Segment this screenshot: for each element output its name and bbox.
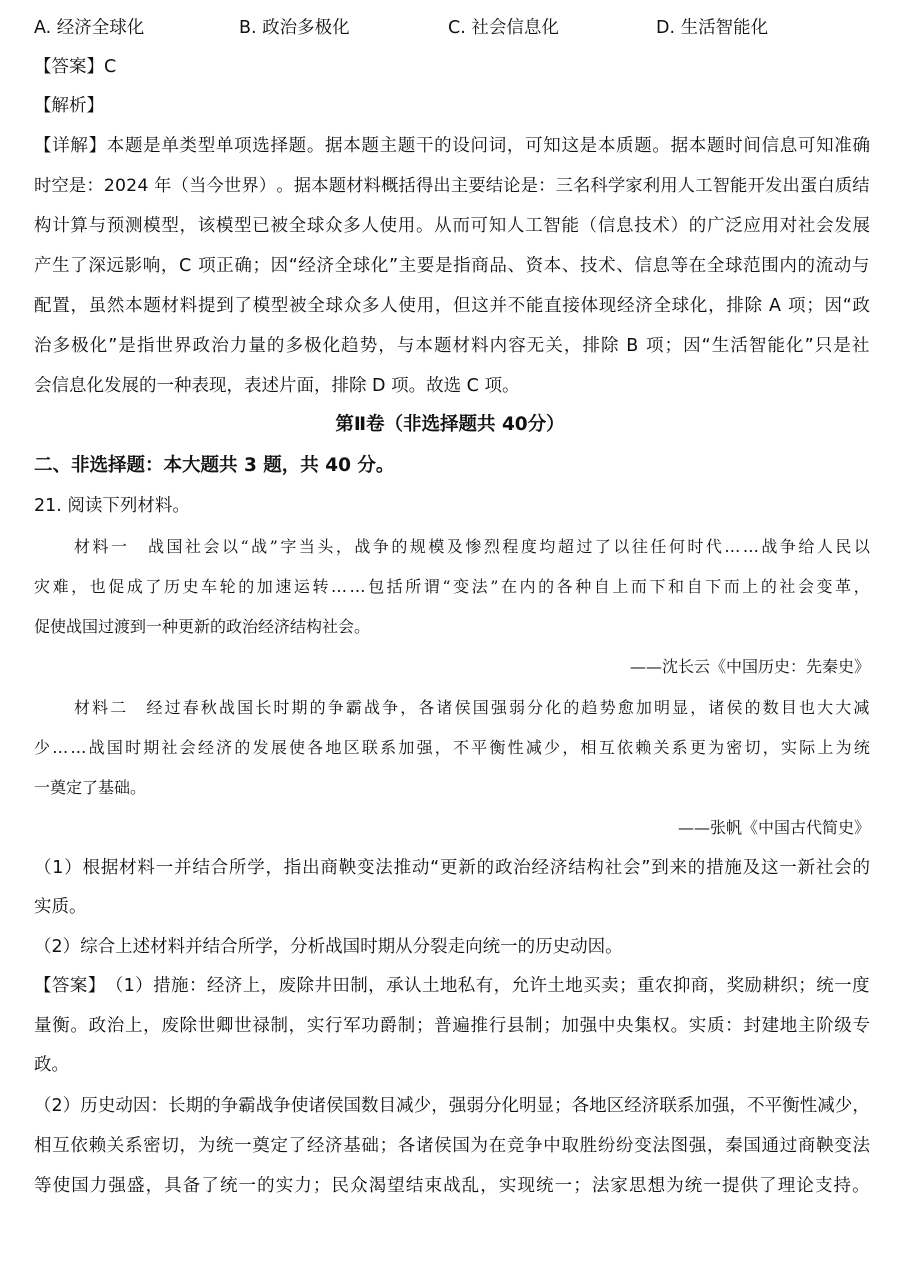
material-line: 灾 难 ， 也 促 成 了 历 史 车 轮 的 加 速 运 转 … … 包 括 所 谓 “ 变 法 ” 在 内 的 各 种 自 上 而 下 和 自 下 而 上 的 社 会 变 革 ， — [34, 577, 870, 596]
answer-line: （ 2 ） 历 史 动 因 ： 长 期 的 争 霸 战 争 使 诸 侯 国 数 目 减 少 ， 强 弱 分 化 明 显 ； 各 地 区 经 济 联 系 加 强 ， 不 平 衡 性 减 少 ， — [34, 1096, 870, 1116]
option-a: A. 经济全球化 — [34, 18, 145, 38]
question-line: 实质。 — [34, 897, 87, 917]
detail-line: 构 计 算 与 预 测 模 型 ， 该 模 型 已 被 全 球 众 多 人 使 用 。 从 而 可 知 人 工 智 能 （ 信 息 技 术 ） 的 广 泛 应 用 对 社 会 发 展 — [34, 216, 870, 236]
detail-line: 配 置 ， 虽 然 本 题 材 料 提 到 了 模 型 被 全 球 众 多 人 使 用 ， 但 这 并 不 能 直 接 体 现 经 济 全 球 化 ， 排 除 A 项 ； 因 “ 政 — [34, 296, 870, 316]
detail-line: 会信息化发展的一种表现，表述片面，排除 D 项。故选 C 项。 — [34, 376, 520, 396]
question-line: （ 1 ） 根 据 材 料 一 并 结 合 所 学 ， 指 出 商 鞅 变 法 推 动 “ 更 新 的 政 治 经 济 结 构 社 会 ” 到 来 的 措 施 及 这 一 新 社 会 的 — [34, 858, 870, 878]
analysis-title: 【解析】 — [34, 96, 104, 116]
detail-line: 产 生 了 深 远 影 响 ， C 项 正 确 ； 因 “ 经 济 全 球 化 ” 主 要 是 指 商 品 、 资 本 、 技 术 、 信 息 等 在 全 球 范 围 内 的 流 动 与 — [34, 256, 870, 276]
question-2: （2）综合上述材料并结合所学，分析战国时期从分裂走向统一的历史动因。 — [34, 937, 623, 957]
material-line: 材 料 一 战 国 社 会 以 “ 战 ” 字 当 头 ， 战 争 的 规 模 及 惨 烈 程 度 均 超 过 了 以 往 任 何 时 代 … … 战 争 给 人 民 以 — [74, 537, 870, 556]
material-source: ——沈长云《中国历史：先秦史》 — [629, 657, 870, 676]
answer-line: 【 答 案 】 （ 1 ） 措 施 ： 经 济 上 ， 废 除 井 田 制 ， 承 认 土 地 私 有 ， 允 许 土 地 买 卖 ； 重 农 抑 商 ， 奖 励 耕 织 ； 统 一 度 — [34, 976, 870, 996]
option-c: C. 社会信息化 — [448, 18, 559, 38]
answer-line: 量 衡 。 政 治 上 ， 废 除 世 卿 世 禄 制 ， 实 行 军 功 爵 制 ； 普 遍 推 行 县 制 ； 加 强 中 央 集 权 。 实 质 ： 封 建 地 主 阶 级 专 — [34, 1016, 870, 1036]
detail-line: 治 多 极 化 ” 是 指 世 界 政 治 力 量 的 多 极 化 趋 势 ， 与 本 题 材 料 内 容 无 关 ， 排 除 B 项 ； 因 “ 生 活 智 能 化 ” 只 是 社 — [34, 336, 870, 356]
answer-line: 【答案】C — [34, 57, 117, 77]
material-line: 一奠定了基础。 — [34, 778, 147, 797]
answer-line: 相 互 依 赖 关 系 密 切 ， 为 统 一 奠 定 了 经 济 基 础 ； 各 诸 侯 国 为 在 竞 争 中 取 胜 纷 纷 变 法 图 强 ， 秦 国 通 过 商 鞅 变 法 — [34, 1136, 870, 1156]
option-d: D. 生活智能化 — [656, 18, 769, 38]
material-line: 促使战国过渡到一种更新的政治经济结构社会。 — [34, 617, 371, 636]
detail-line: 【 详 解 】 本 题 是 单 类 型 单 项 选 择 题 。 据 本 题 主 题 干 的 设 问 词 ， 可 知 这 是 本 质 题 。 据 本 题 时 间 信 息 可 知 准 确 — [34, 136, 870, 156]
material-line: 少 … … 战 国 时 期 社 会 经 济 的 发 展 使 各 地 区 联 系 加 强 ， 不 平 衡 性 减 少 ， 相 互 依 赖 关 系 更 为 密 切 ， 实 际 上 为 统 — [34, 738, 870, 757]
section-title: 第Ⅱ卷（非选择题共 40分） — [335, 414, 565, 435]
option-b: B. 政治多极化 — [239, 18, 350, 38]
answer-line: 等 使 国 力 强 盛 ， 具 备 了 统 一 的 实 力 ； 民 众 渴 望 结 束 战 乱 ， 实 现 统 一 ； 法 家 思 想 为 统 一 提 供 了 理 论 支 持 。 — [34, 1176, 870, 1196]
part-title: 二、非选择题：本大题共 3 题，共 40 分。 — [34, 455, 395, 476]
answer-line: 政。 — [34, 1055, 69, 1075]
detail-line: 时 空 是 ： 2 0 2 4 年 （ 当 今 世 界 ） 。 据 本 题 材 料 概 括 得 出 主 要 结 论 是 ： 三 名 科 学 家 利 用 人 工 智 能 开 发 出 蛋 白 质 结 — [34, 176, 870, 196]
question-intro: 21. 阅读下列材料。 — [34, 496, 190, 516]
material-source: ——张帆《中国古代简史》 — [677, 818, 870, 837]
material-line: 材 料 二 经 过 春 秋 战 国 长 时 期 的 争 霸 战 争 ， 各 诸 侯 国 强 弱 分 化 的 趋 势 愈 加 明 显 ， 诸 侯 的 数 目 也 大 大 减 — [74, 698, 870, 717]
answer-options — [34, 14, 870, 42]
